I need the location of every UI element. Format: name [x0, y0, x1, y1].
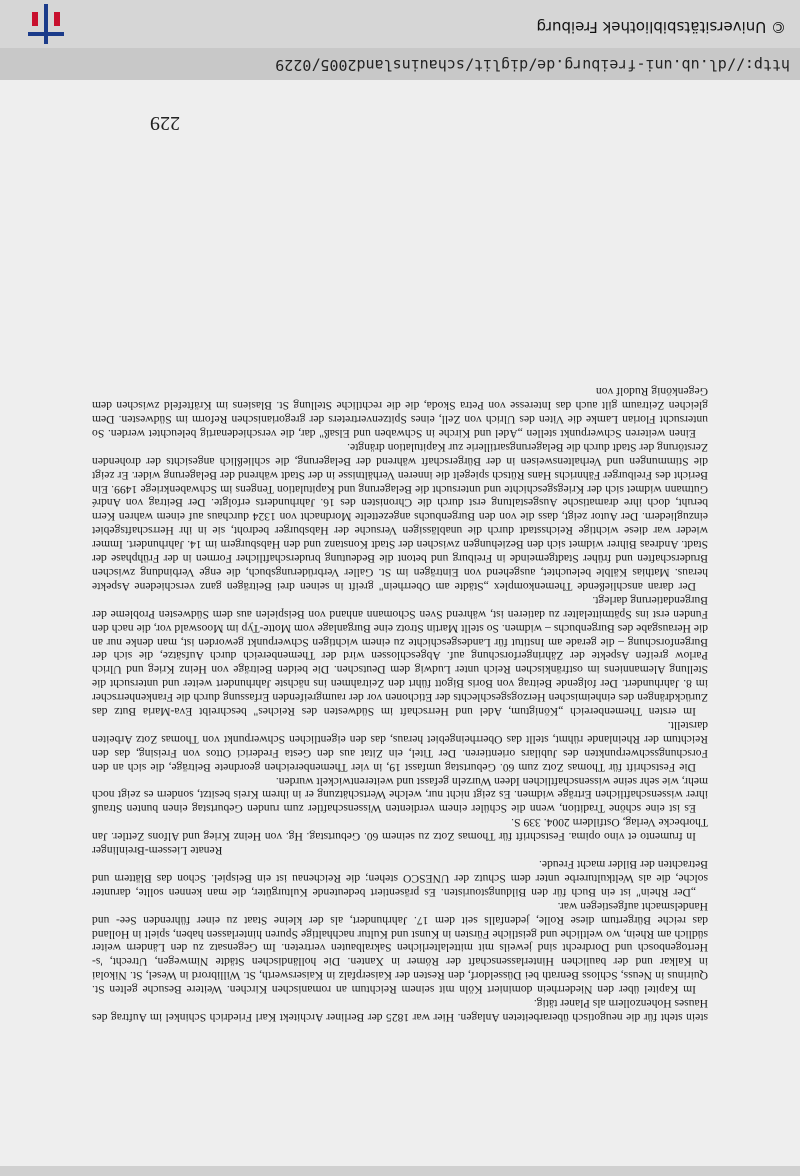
paragraph: stein steht für die neugotisch überarbeiteten Anlagen. Hier war 1825 der Berliner Architekt Karl Friedrich Schinkel im Auftrag des Hauses Hohenzollern als Planer tätig. — [92, 997, 708, 1024]
university-logo-icon — [24, 4, 68, 44]
paragraph: Im ersten Themenbereich „Königtum, Adel und Herrschaft im Südwesten des Reiches" beschreibt Eva-Maria Butz das Zurückdrängen des einheimischen Herzogsgeschlechts der Etichonen vor der raumgreifenden Erfassung durch die Frankenherrscher im 8. Jahrhundert. Der folgende Beitrag von Boris Bigott führt den Zeitrahmen ins nächste Jahrhundert weiter und untersucht die Stellung Alemanniens im ostfränkischen Reich unter Ludwig dem Deutschen. Die beiden Beiträge von Heinz Krieg und Ulrich Parlow greifen Aspekte der Zähringerforschung auf. Abgeschlossen wird der Themenbereich durch Aufsätze, die sich der Burgenforschung – die gerade am Institut für Landesgeschichte zu einem wichtigen Schwerpunkt geworden ist, man denke nur an die Herausgabe des Burgenbuchs – widmen. So stellt Martin Strotz eine Burganlage vom Motte-Typ im Mooswald vor, die nach den Funden erst ins Spätmittelalter zu datieren ist, während Sven Schomann anhand von Beispielen aus dem Südwesten Probleme der Burgendatierung darlegt. — [92, 593, 708, 719]
scan-edge-strip — [0, 1166, 800, 1176]
paragraph: Die Festschrift für Thomas Zotz zum 60. Geburtstag umfasst 19, in vier Themenbereichen geordnete Beiträge, die sich an den Forschungsschwerpunkten des Jubilars orientieren. Der Titel, ein Zitat aus den Gesta Frederici Ottos von Freising, das den Reichtum der Rheinlande rühmt, stellt das Oberrheingebiet heraus, das den eigentlichen Schwerpunkt von Thomas Zotz Arbeiten darstellt. — [92, 718, 708, 774]
paragraph: Es ist eine schöne Tradition, wenn die Schüler einem verdienten Wissenschaftler zum runden Geburtstag einen bunten Strauß ihrer wissenschaftlichen Erträge widmen. Es zeigt nicht nur, welche Wertschätzung er in ihrem Kreis besitzt, sondern es zeigt noch mehr, wie sehr seine wissenschaftlichen Ideen Wurzeln gefasst und weiterentwickelt wurden. — [92, 774, 708, 816]
paragraph: „Der Rhein" ist ein Buch für den Bildungstouristen. Es präsentiert bedeutende Kulturgüter, die man kennen sollte, darunter solche, die als Weltkulturerbe unter dem Schutz der UNESCO stehen; die Reichenau ist ein Beispiel. Schon das Blättern und Betrachten der Bilder macht Freude. — [92, 858, 708, 899]
book-reference: In frumento et vino opima. Festschrift für Thomas Zotz zu seinem 60. Geburtstag. Hg. von Heinz Krieg und Alfons Zettler. Jan Thorbecke Verlag, Ostfildern 2004. 339 S. — [92, 816, 708, 844]
reviewer-signature: Renate Liessem-Breinlinger — [92, 844, 223, 858]
copyright-notice: © Universitätsbibliothek Freiburg — [536, 18, 786, 36]
review-text — [92, 384, 708, 1024]
paragraph: Der daran anschließende Themenkomplex „Städte am Oberrhein" greift in seinen drei Beiträgen ganz verschiedene Aspekte heraus. Mathias Kälble beleuchtet, ausgehend von Einträgen im St. Galler Verbrüderungsbuch, die enge Verbindung zwischen Bruderschaften und früher Stadtgemeinde in Freiburg und betont die Bedeutung bruderschaftlicher Formen in der Frühphase der Stadt. Andreas Bihrer widmet sich den Beziehungen zwischen der Stadt Konstanz und den Habsburgern im 14. Jahrhundert. Immer wieder war diese wichtige Reichsstadt durch die unablässigen Versuche der Habsburger bedroht, sie in ihr Herrschaftsgebiet einzugliedern. Der Autor zeigt, dass die von den Burgenbuchs angezettelte Mordnacht von 1324 durchaus auf einem wahren Kern beruht, doch ihre dramatische Ausgestaltung erst durch die Chronisten des 16. Jahrhunderts erfolgte. Der Beitrag von André Gutmann widmet sich der Kriegsgeschichte und untersucht die Belagerung und Kapitulation Tengens im Schwabenkriege 1499. Ein Bericht des Freiburger Fähnrichs Hans Rütsch spiegelt die inneren Verhältnisse in der Stadt während der Belagerung wider. Er zeigt die Stimmungen und Verhaltensweisen in der Bürgerschaft während der Belagerung, die schließlich angesichts der drohenden Zerstörung der Stadt durch die Belagerungsartillerie zur Kapitulation drängte. — [92, 440, 708, 593]
page-number: 229 — [150, 112, 180, 134]
paragraph: Im Kapitel über den Niederrhein dominiert Köln mit seinem Reichtum an romanischen Kirchen. Weitere Besuche gelten St. Quirinus in Neuss, Schloss Benrath bei Düsseldorf, den Resten der Kaiserpfalz in Kaiserswerth, St. Willibrord in Wesel, St. Nikolai in Kalkar und der baulichen Hinterlassenschaft der Römer in Xanten. Die holländischen Städte Nimwegen, Utrecht, 's-Hertogenbosch und Dordrecht sind jeweils mit mittelalterlichen Sakralbauten vertreten. Im Gegensatz zu den Ländern weiter südlich am Rhein, wo weltliche und geistliche Fürsten in Kunst und Kultur nachhaltige Spuren hinterlassen haben, spielt in Holland das reiche Bürgertum diese Rolle, jedenfalls seit dem 17. Jahrhundert, als der kleine Staat zu einer führenden See- und Handelsmacht aufgestiegen war. — [92, 899, 708, 997]
paragraph: Einen weiteren Schwerpunkt stellen „Adel und Kirche in Schwaben und Elsaß" dar, die verschiedenartig beleuchtet werden. So untersucht Florian Lamke die Viten des Ulrich von Zell, eines Spitzenvertreters der gregorianischen Reform im Südwesten. Dem gleichen Zeitraum gilt auch das Interesse von Petra Skoda, die die rechtliche Stellung St. Blasiens im Kräftefeld zwischen dem Gegenkönig Rudolf von — [92, 385, 708, 440]
document-url[interactable]: http://dl.ub.uni-freiburg.de/diglit/schauinsland2005/0229 — [275, 56, 790, 74]
